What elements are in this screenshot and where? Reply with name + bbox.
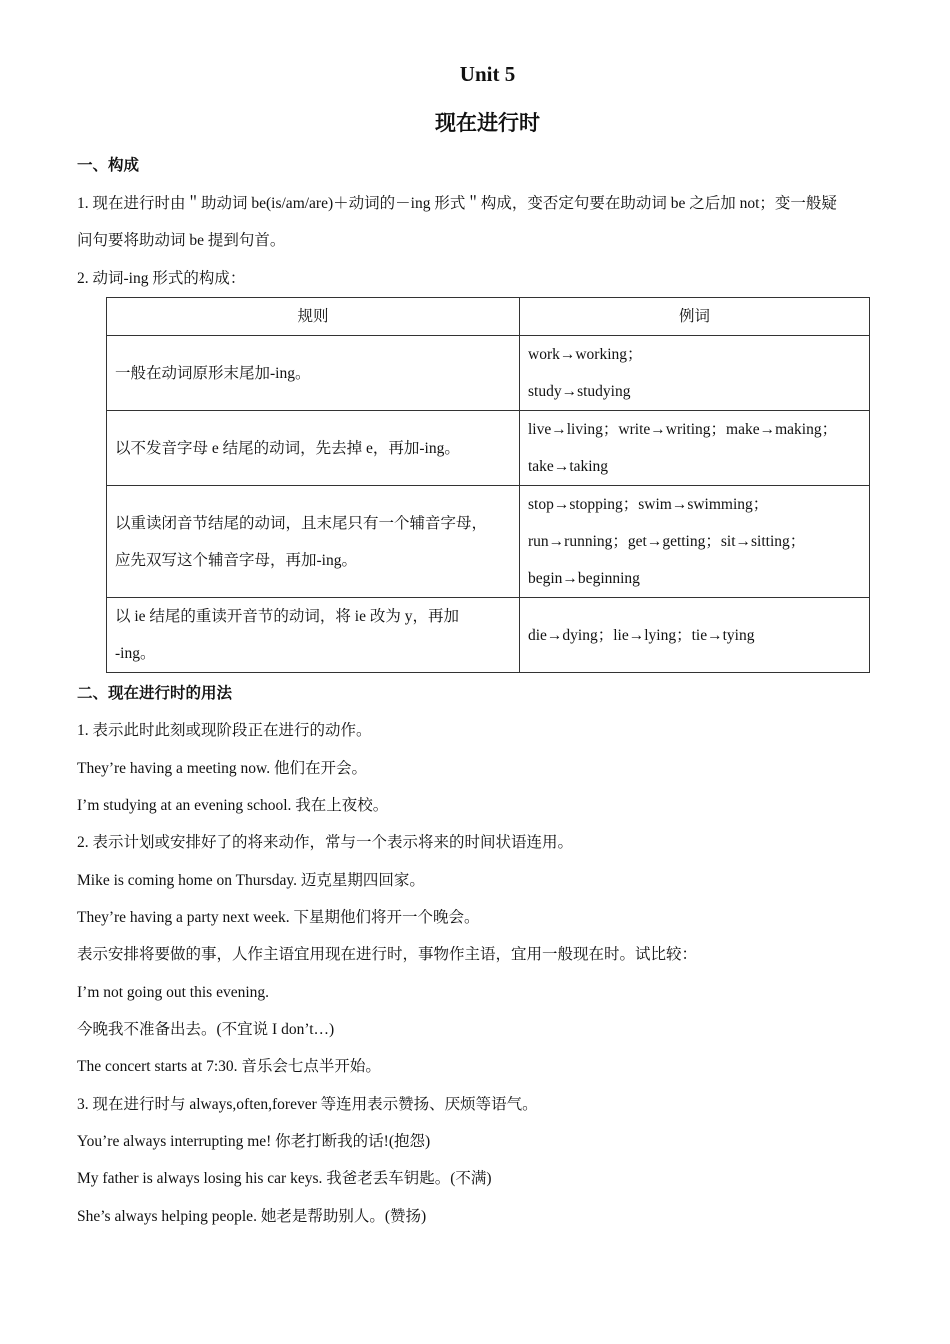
table-header-row — [107, 298, 870, 336]
usage-line: 1. 表示此时此刻或现阶段正在进行的动作。 — [77, 722, 372, 739]
usage-line: 表示安排将要做的事，人作主语宜用现在进行时，事物作主语，宜用一般现在时。试比较： — [77, 946, 698, 963]
usage-line: My father is always losing his car keys. 我爸老丢车钥匙。(不满) — [77, 1170, 492, 1187]
rule-text: 一般在动词原形末尾加-ing。 — [115, 364, 311, 382]
table-row — [107, 598, 870, 673]
usage-line: You’re always interrupting me! 你老打断我的话!(抱怨) — [77, 1133, 431, 1150]
usage-line: They’re having a meeting now. 他们在开会。 — [77, 760, 367, 777]
table-header-examples: 例词 — [520, 298, 870, 336]
table-row — [107, 411, 870, 486]
usage-line: 今晚我不准备出去。(不宜说 I don’t…) — [77, 1021, 335, 1038]
unit-title: Unit 5 — [459, 62, 516, 86]
example-line: study→studying — [528, 383, 631, 400]
section1-paragraph2: 2. 动词-ing 形式的构成： — [77, 270, 246, 287]
usage-line: I’m not going out this evening. — [77, 984, 270, 1001]
usage-line: Mike is coming home on Thursday. 迈克星期四回家。 — [77, 872, 425, 889]
rule-cell — [107, 598, 520, 673]
examples-cell — [520, 598, 870, 673]
example-line: stop→stopping；swim→swimming； — [528, 496, 769, 513]
example-line: run→running；get→getting；sit→sitting； — [528, 533, 806, 550]
examples-cell — [520, 486, 870, 598]
example-line: work→working； — [528, 346, 643, 363]
table-row — [107, 486, 870, 598]
rule-text: 以不发音字母 e 结尾的动词，先去掉 e，再加-ing。 — [115, 439, 460, 457]
usage-line: I’m studying at an evening school. 我在上夜校。 — [77, 797, 389, 814]
lesson-title: 现在进行时 — [435, 111, 540, 135]
example-line: die→dying；lie→lying；tie→tying — [528, 626, 755, 644]
rule-cell — [107, 336, 520, 411]
section1-paragraph1-line1: 1. 现在进行时由＂助动词 be(is/am/are)＋动词的－ing 形式＂构成，变否定句要在助动词 be 之后加 not；变一般疑 — [77, 195, 837, 212]
table-row — [107, 336, 870, 411]
usage-line: 2. 表示计划或安排好了的将来动作，常与一个表示将来的时间状语连用。 — [77, 834, 574, 851]
usage-line: The concert starts at 7:30. 音乐会七点半开始。 — [77, 1058, 381, 1075]
usage-line: 3. 现在进行时与 always,often,forever 等连用表示赞扬、厌烦等语气。 — [77, 1096, 538, 1113]
rule-cell — [107, 411, 520, 486]
example-line: begin→beginning — [528, 570, 640, 587]
ing-rules-table — [106, 297, 870, 673]
example-line: take→taking — [528, 458, 609, 475]
examples-cell — [520, 336, 870, 411]
rule-text: 以 ie 结尾的重读开音节的动词，将 ie 改为 y，再加 — [115, 608, 459, 625]
section1-paragraph1-line2: 问句要将助动词 be 提到句首。 — [77, 232, 286, 249]
usage-line: She’s always helping people. 她老是帮助别人。(赞扬) — [77, 1208, 427, 1225]
rule-text: 应先双写这个辅音字母，再加-ing。 — [115, 551, 357, 569]
section1-heading: 一、构成 — [77, 157, 140, 174]
rule-text: -ing。 — [115, 645, 156, 662]
examples-cell — [520, 411, 870, 486]
usage-line: They’re having a party next week. 下星期他们将开一个晚会。 — [77, 909, 480, 926]
example-line: live→living；write→writing；make→making； — [528, 421, 838, 438]
rule-cell — [107, 486, 520, 598]
table-header-rule: 规则 — [107, 298, 520, 336]
rule-text: 以重读闭音节结尾的动词，且末尾只有一个辅音字母， — [115, 514, 488, 532]
section2-heading: 二、现在进行时的用法 — [77, 685, 233, 702]
